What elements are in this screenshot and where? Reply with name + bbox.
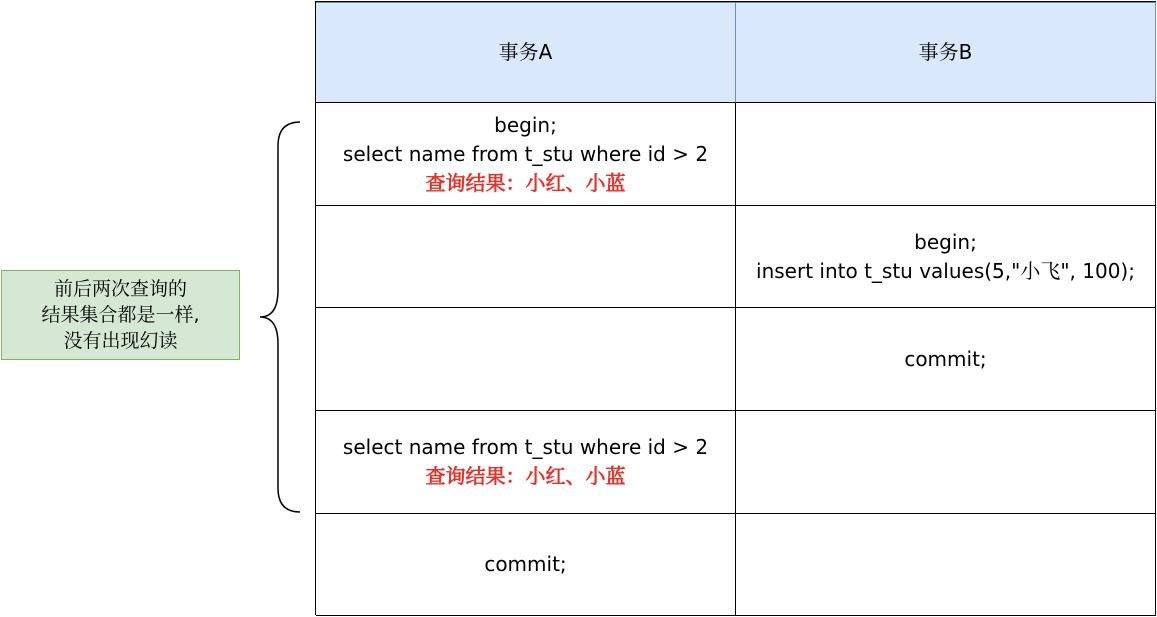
curly-brace-icon [256, 120, 302, 514]
note-line-3: 没有出现幻读 [63, 330, 178, 352]
sql-line: select name from t_stu where id > 2 [342, 141, 709, 166]
header-label-a: 事务A [498, 40, 553, 64]
header-transaction-a [316, 2, 736, 103]
sql-line: insert into t_stu values(5,"小飞", 100); [756, 258, 1135, 283]
cell-a-step-3 [316, 308, 736, 411]
note-line-2: 结果集合都是一样, [41, 304, 200, 326]
header-label-b: 事务B [918, 40, 973, 64]
transaction-table [315, 1, 1156, 615]
note-line-1: 前后两次查询的 [53, 278, 187, 300]
query-result: 查询结果：小红、小蓝 [425, 464, 626, 488]
cell-a-step-4 [316, 411, 736, 514]
sql-line: commit; [904, 346, 987, 371]
sql-line: commit; [484, 552, 567, 576]
cell-b-step-5 [736, 514, 1156, 616]
cell-a-step-1 [316, 103, 736, 206]
cell-b-step-3 [736, 308, 1156, 411]
header-transaction-b [736, 2, 1156, 103]
sql-line: begin; [494, 112, 557, 137]
sql-line: begin; [914, 229, 977, 254]
cell-b-step-4 [736, 411, 1156, 514]
sql-line: select name from t_stu where id > 2 [342, 435, 709, 459]
cell-b-step-2 [736, 206, 1156, 308]
cell-a-step-2 [316, 206, 736, 308]
query-result: 查询结果：小红、小蓝 [425, 170, 626, 195]
cell-b-step-1 [736, 103, 1156, 206]
note-box [1, 270, 240, 360]
cell-a-step-5 [316, 514, 736, 616]
